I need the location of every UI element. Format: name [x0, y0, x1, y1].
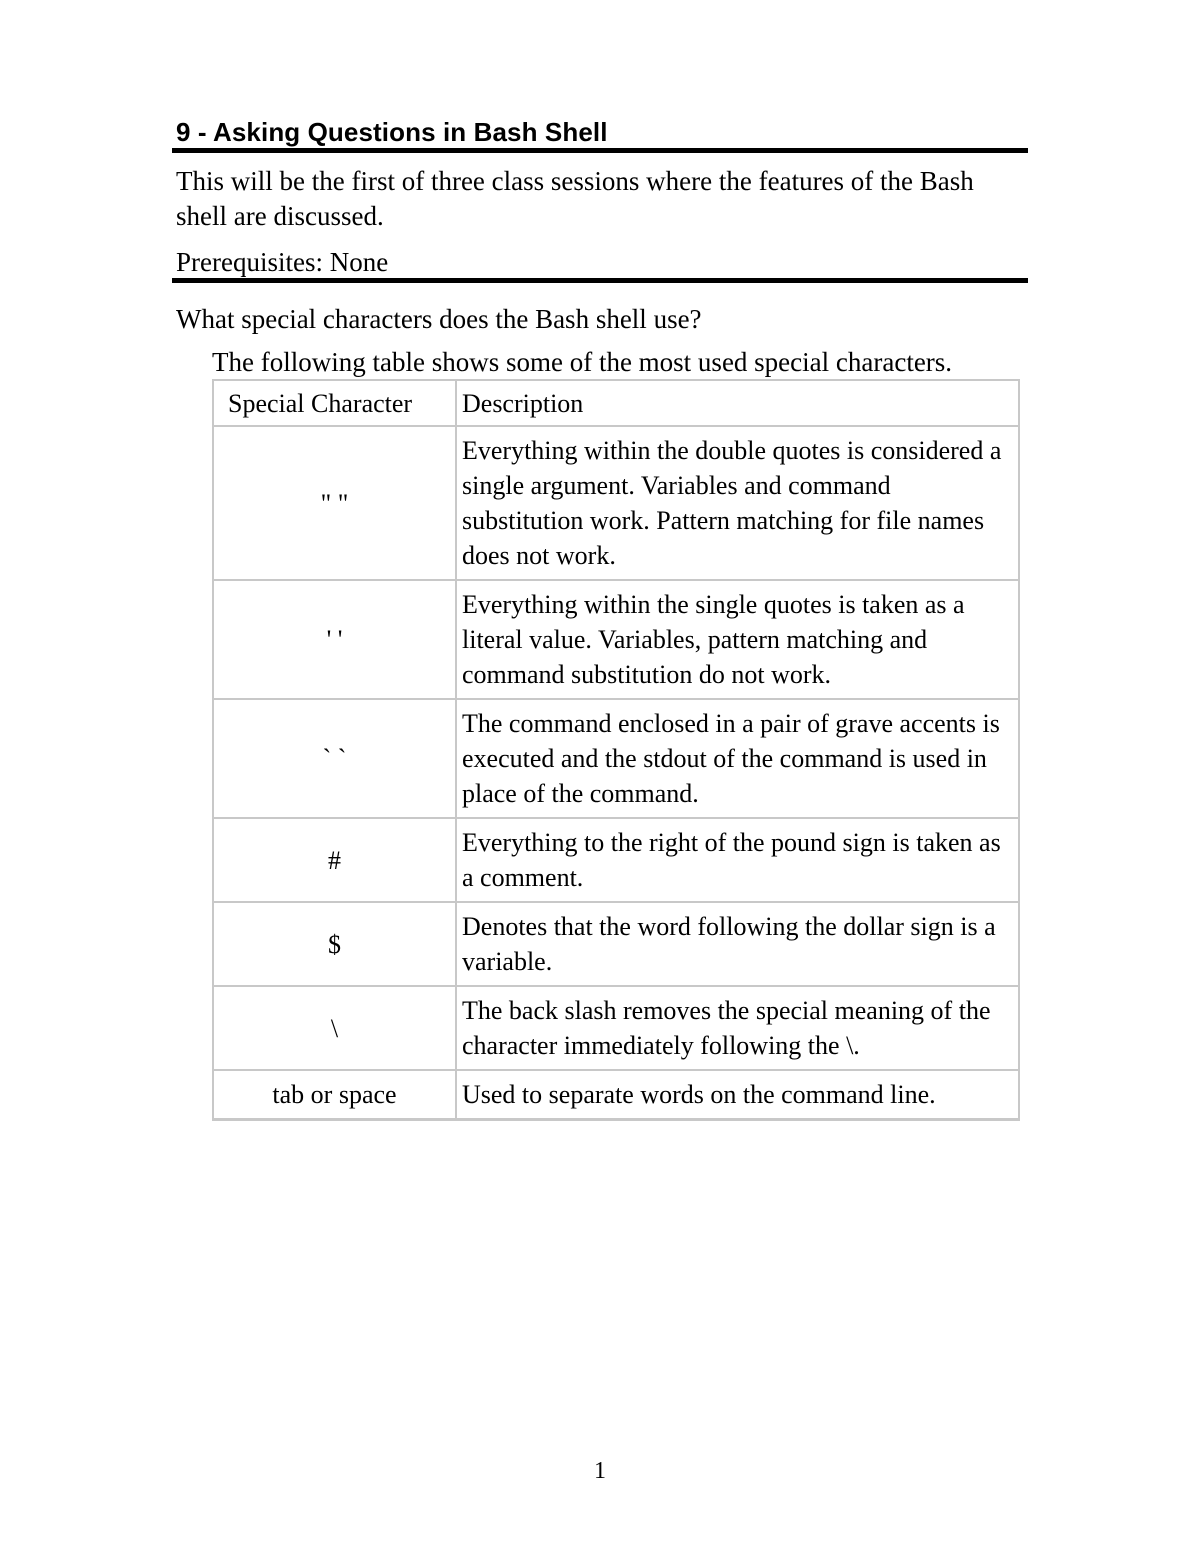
symbol-cell: " "	[213, 426, 456, 580]
table-row	[213, 986, 1019, 1070]
table-header-row	[213, 380, 1019, 426]
table-row	[213, 426, 1019, 580]
description-cell: The command enclosed in a pair of grave accents is executed and the stdout of the command is used in place of the command.	[456, 699, 1019, 818]
table-row	[213, 818, 1019, 902]
symbol-cell: \	[213, 986, 456, 1070]
description-cell: Everything within the single quotes is taken as a literal value. Variables, pattern matching and command substitution do not work.	[456, 580, 1019, 699]
table-row	[213, 580, 1019, 699]
question-heading: What special characters does the Bash shell use?	[176, 304, 702, 334]
page-number: 1	[594, 1458, 606, 1484]
header-special-character: Special Character	[213, 380, 456, 426]
description-cell: The back slash removes the special meaning of the character immediately following the \.	[456, 986, 1019, 1070]
section-rule	[172, 278, 1028, 283]
description-cell: Used to separate words on the command line.	[456, 1070, 1019, 1120]
symbol-cell: #	[213, 818, 456, 902]
table-row	[213, 902, 1019, 986]
special-characters-table	[212, 379, 1020, 1121]
header-description: Description	[456, 380, 1019, 426]
symbol-cell: ' '	[213, 580, 456, 699]
symbol-cell: $	[213, 902, 456, 986]
description-cell: Everything within the double quotes is considered a single argument. Variables and command substitution work. Pattern matching for file names does not work.	[456, 426, 1019, 580]
symbol-cell: ` `	[213, 699, 456, 818]
title-rule	[172, 148, 1028, 153]
description-cell: Denotes that the word following the dollar sign is a variable.	[456, 902, 1019, 986]
symbol-cell: tab or space	[213, 1070, 456, 1120]
table-row	[213, 699, 1019, 818]
prerequisites-line: Prerequisites: None	[176, 247, 389, 277]
intro-paragraph: This will be the first of three class sessions where the features of the Bash shell are discussed.	[176, 166, 974, 231]
description-cell: Everything to the right of the pound sign is taken as a comment.	[456, 818, 1019, 902]
table-caption: The following table shows some of the most used special characters.	[212, 347, 953, 377]
page-title: 9 - Asking Questions in Bash Shell	[176, 117, 608, 147]
table-row	[213, 1070, 1019, 1120]
